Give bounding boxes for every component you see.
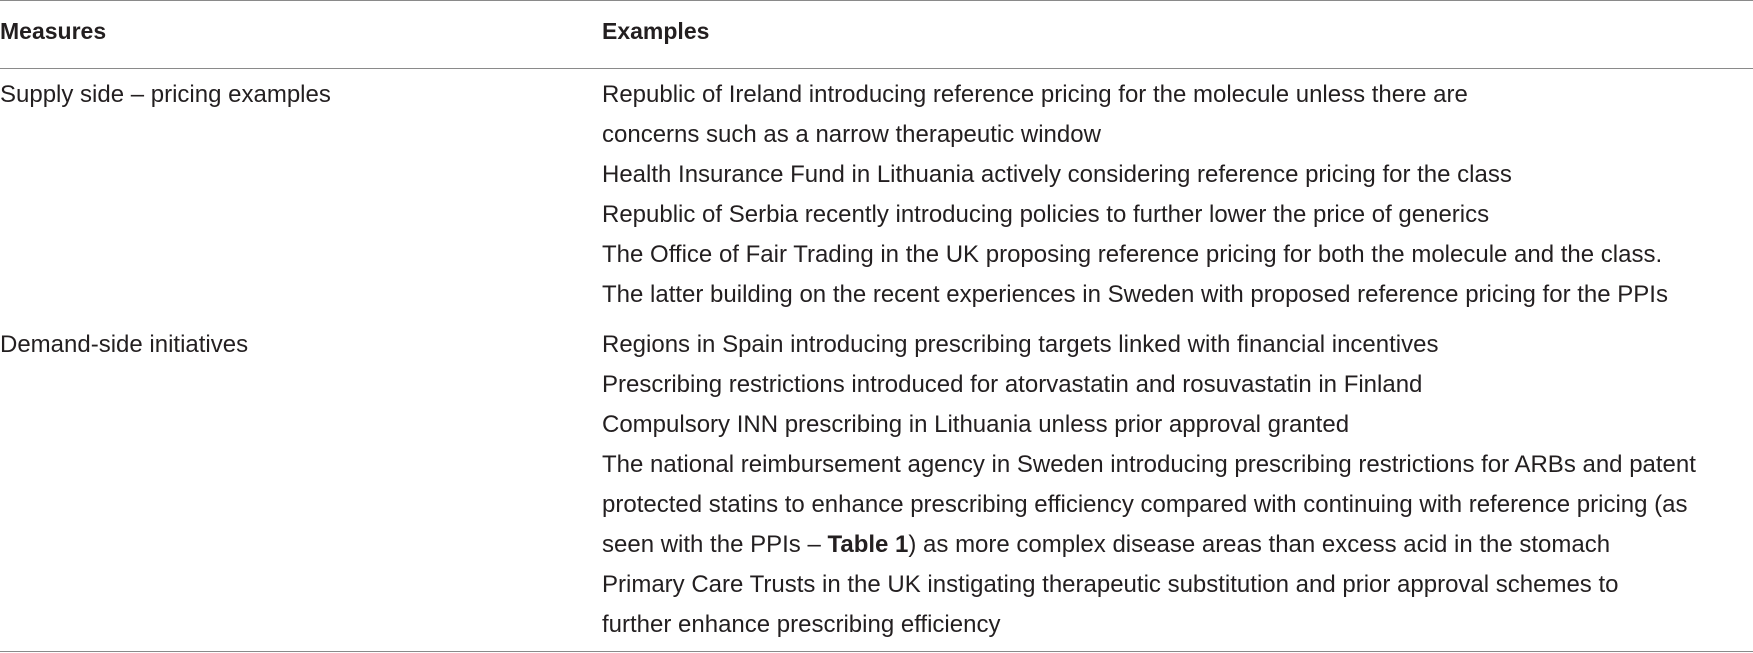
example-line: further enhance prescribing efficiency <box>602 611 1001 638</box>
measure-cell: Demand-side initiatives <box>0 331 249 358</box>
example-line: Republic of Serbia recently introducing policies to further lower the price of generics <box>602 201 1490 228</box>
example-line: protected statins to enhance prescribing efficiency compared with continuing with reference pricing (as <box>602 491 1688 518</box>
example-line: Prescribing restrictions introduced for atorvastatin and rosuvastatin in Finland <box>602 371 1423 398</box>
example-line: Regions in Spain introducing prescribing targets linked with financial incentives <box>602 331 1439 358</box>
example-text: seen with the PPIs – <box>602 531 828 558</box>
table-top-rule <box>0 0 1753 1</box>
table-reference-link: Table 1 <box>827 531 909 558</box>
column-header-examples: Examples <box>602 18 710 44</box>
measure-cell: Supply side – pricing examples <box>0 81 331 108</box>
example-line-with-table-ref <box>602 525 1753 565</box>
example-line: Republic of Ireland introducing reference pricing for the molecule unless there are <box>602 81 1468 108</box>
column-header-measures: Measures <box>0 18 107 44</box>
example-line: Compulsory INN prescribing in Lithuania unless prior approval granted <box>602 411 1350 438</box>
example-line: The Office of Fair Trading in the UK proposing reference pricing for both the molecule and the class. <box>602 241 1663 268</box>
example-line: concerns such as a narrow therapeutic window <box>602 121 1101 148</box>
example-line: The latter building on the recent experiences in Sweden with proposed reference pricing for the PPIs <box>602 281 1668 308</box>
example-line: Health Insurance Fund in Lithuania actively considering reference pricing for the class <box>602 161 1512 188</box>
example-line: Primary Care Trusts in the UK instigating therapeutic substitution and prior approval schemes to <box>602 571 1619 598</box>
examples-cell <box>602 75 1753 315</box>
example-line: The national reimbursement agency in Sweden introducing prescribing restrictions for ARBs and patent <box>602 451 1696 478</box>
example-text: ) as more complex disease areas than excess acid in the stomach <box>908 531 1611 558</box>
table-bottom-rule <box>0 651 1753 652</box>
examples-cell <box>602 325 1753 645</box>
header-rule <box>0 68 1753 69</box>
